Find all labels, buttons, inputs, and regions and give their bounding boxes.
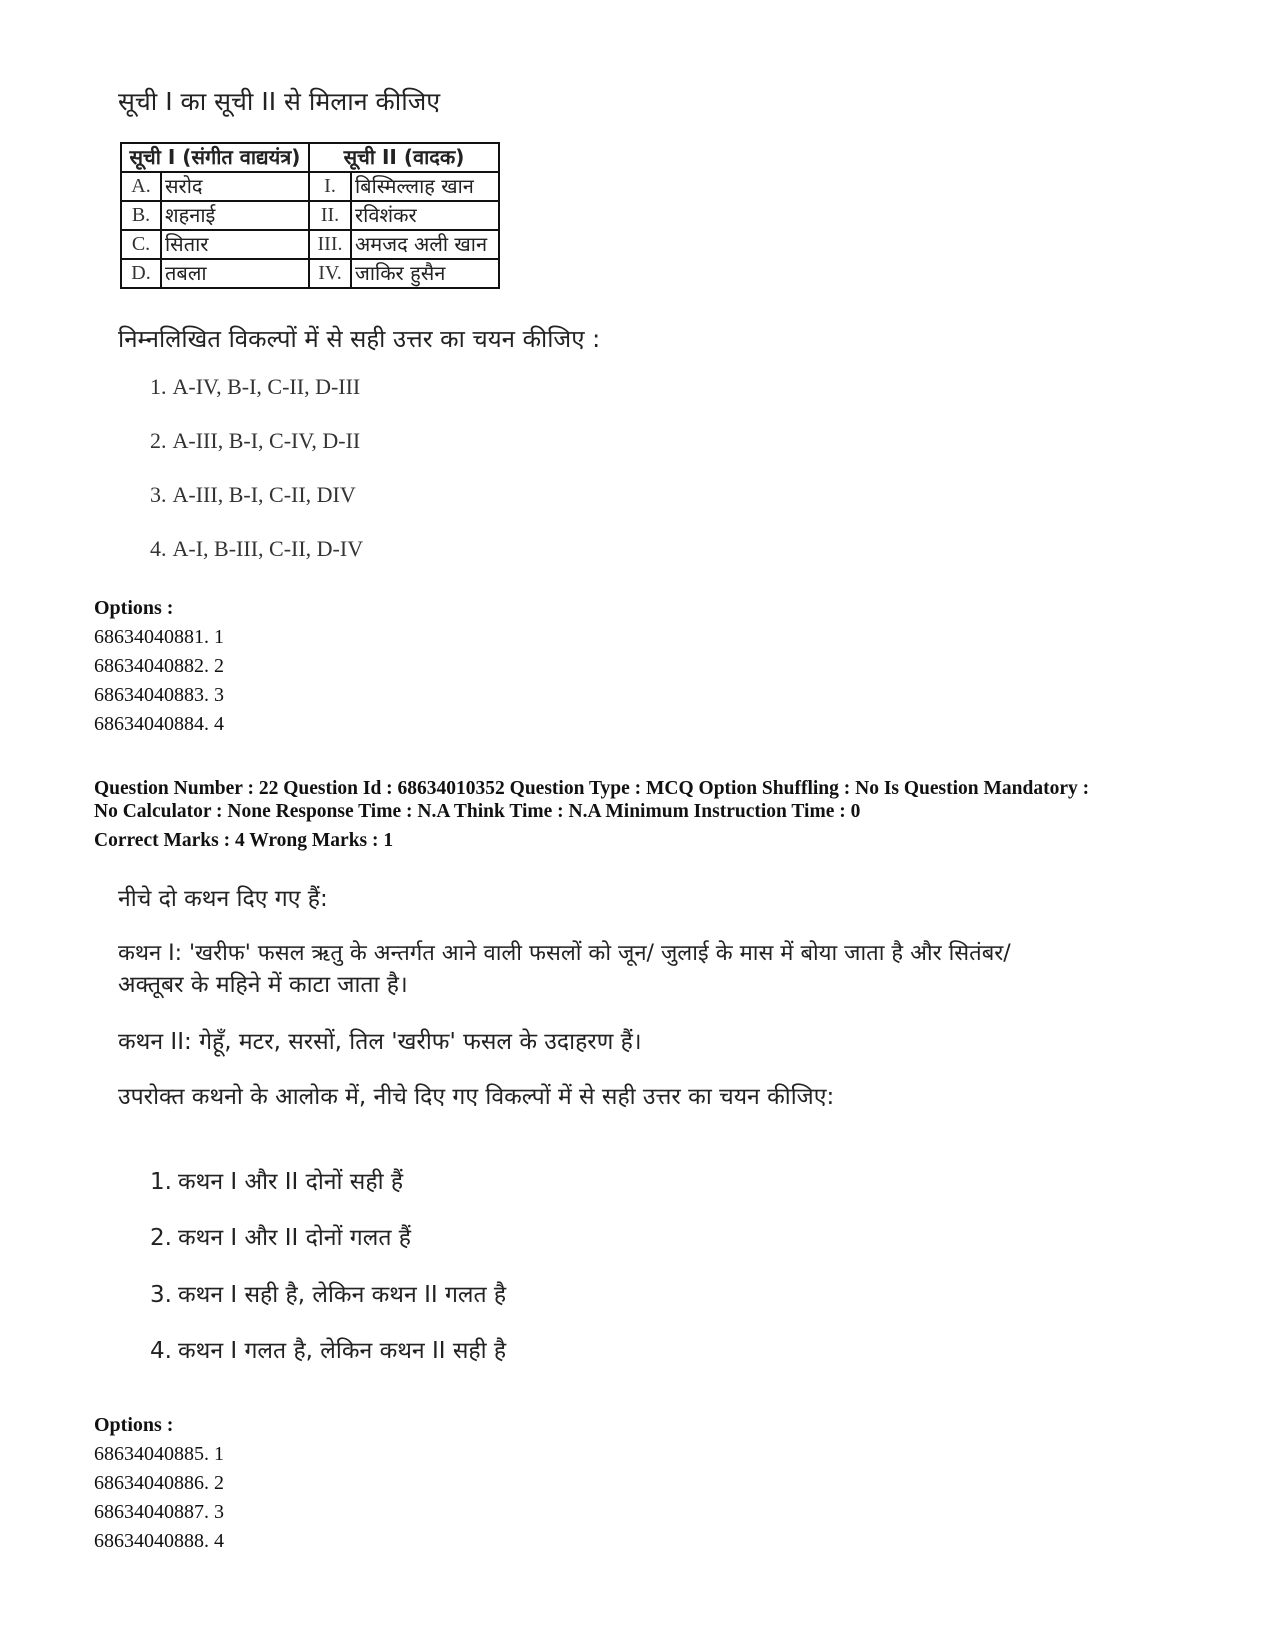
q2-option-1: 68634040885. 1 bbox=[94, 1443, 224, 1465]
choice-number: 1. bbox=[150, 1169, 172, 1195]
choice-number: 3. bbox=[150, 482, 167, 507]
q2-meta-line-2: No Calculator : None Response Time : N.A Think Time : N.A Minimum Instruction Time : 0 bbox=[94, 801, 861, 822]
choice-text: कथन I सही है, लेकिन कथन II गलत है bbox=[177, 1282, 507, 1308]
q1-instruction: सूची I का सूची II से मिलान कीजिए bbox=[118, 87, 441, 116]
choice-number: 4. bbox=[150, 536, 167, 561]
row-letter: B. bbox=[121, 201, 161, 230]
q2-intro: नीचे दो कथन दिए गए हैं: bbox=[118, 886, 328, 912]
q2-choice-3 bbox=[150, 1277, 506, 1309]
table-row bbox=[121, 201, 499, 230]
q1-choice-1 bbox=[150, 374, 360, 400]
instrument-cell: सरोद bbox=[161, 172, 309, 201]
choice-text: A-I, B-III, C-II, D-IV bbox=[172, 536, 364, 561]
q2-statement2: कथन II: गेहूँ, मटर, सरसों, तिल 'खरीफ' फसल के उदाहरण हैं। bbox=[118, 1029, 642, 1055]
q2-choice-4 bbox=[150, 1333, 506, 1365]
table-row bbox=[121, 259, 499, 288]
q2-choice-2 bbox=[150, 1220, 411, 1252]
row-roman: IV. bbox=[309, 259, 351, 288]
q1-choice-3 bbox=[150, 482, 356, 508]
table-header-list1: सूची I (संगीत वाद्ययंत्र) bbox=[121, 143, 309, 172]
q2-statement1-line2: अक्तूबर के महिने में काटा जाता है। bbox=[118, 972, 408, 998]
q2-option-2: 68634040886. 2 bbox=[94, 1472, 224, 1494]
q1-option-3: 68634040883. 3 bbox=[94, 684, 224, 706]
table-header-list2: सूची II (वादक) bbox=[309, 143, 499, 172]
q1-prompt: निम्नलिखित विकल्पों में से सही उत्तर का चयन कीजिए : bbox=[118, 325, 601, 353]
q2-option-3: 68634040887. 3 bbox=[94, 1501, 224, 1523]
player-cell: रविशंकर bbox=[351, 201, 499, 230]
instrument-cell: शहनाई bbox=[161, 201, 309, 230]
row-roman: I. bbox=[309, 172, 351, 201]
row-roman: III. bbox=[309, 230, 351, 259]
q1-option-1: 68634040881. 1 bbox=[94, 626, 224, 648]
table-row bbox=[121, 230, 499, 259]
player-cell: जाकिर हुसैन bbox=[351, 259, 499, 288]
choice-text: कथन I और II दोनों सही हैं bbox=[177, 1169, 404, 1195]
choice-text: A-III, B-I, C-II, DIV bbox=[172, 482, 356, 507]
instrument-cell: तबला bbox=[161, 259, 309, 288]
table-row bbox=[121, 172, 499, 201]
q2-meta-line-1: Question Number : 22 Question Id : 68634010352 Question Type : MCQ Option Shuffling : No Is Question Mandatory : bbox=[94, 778, 1090, 799]
q1-choice-2 bbox=[150, 428, 360, 454]
choice-number: 2. bbox=[150, 1225, 172, 1251]
q2-choice-1 bbox=[150, 1164, 403, 1196]
row-letter: D. bbox=[121, 259, 161, 288]
q2-prompt: उपरोक्त कथनो के आलोक में, नीचे दिए गए विकल्पों में से सही उत्तर का चयन कीजिए: bbox=[118, 1084, 835, 1110]
q1-option-4: 68634040884. 4 bbox=[94, 713, 224, 735]
row-letter: A. bbox=[121, 172, 161, 201]
q2-options-label: Options : bbox=[94, 1414, 174, 1436]
q1-options-label: Options : bbox=[94, 597, 174, 619]
row-roman: II. bbox=[309, 201, 351, 230]
instrument-cell: सितार bbox=[161, 230, 309, 259]
choice-number: 4. bbox=[150, 1338, 172, 1364]
row-letter: C. bbox=[121, 230, 161, 259]
choice-text: A-IV, B-I, C-II, D-III bbox=[172, 374, 361, 399]
choice-text: कथन I गलत है, लेकिन कथन II सही है bbox=[177, 1338, 507, 1364]
q2-option-4: 68634040888. 4 bbox=[94, 1530, 224, 1552]
match-table bbox=[120, 142, 500, 289]
choice-text: कथन I और II दोनों गलत हैं bbox=[177, 1225, 411, 1251]
choice-number: 1. bbox=[150, 374, 167, 399]
q2-marks-line: Correct Marks : 4 Wrong Marks : 1 bbox=[94, 830, 394, 851]
choice-number: 3. bbox=[150, 1282, 172, 1308]
choice-text: A-III, B-I, C-IV, D-II bbox=[172, 428, 361, 453]
q1-choice-4 bbox=[150, 536, 363, 562]
q2-statement1-line1: कथन I: 'खरीफ' फसल ऋतु के अन्तर्गत आने वाली फसलों को जून/ जुलाई के मास में बोया जाता है और सितंबर/ bbox=[118, 941, 1011, 966]
player-cell: बिस्मिल्लाह खान bbox=[351, 172, 499, 201]
q1-option-2: 68634040882. 2 bbox=[94, 655, 224, 677]
choice-number: 2. bbox=[150, 428, 167, 453]
player-cell: अमजद अली खान bbox=[351, 230, 499, 259]
